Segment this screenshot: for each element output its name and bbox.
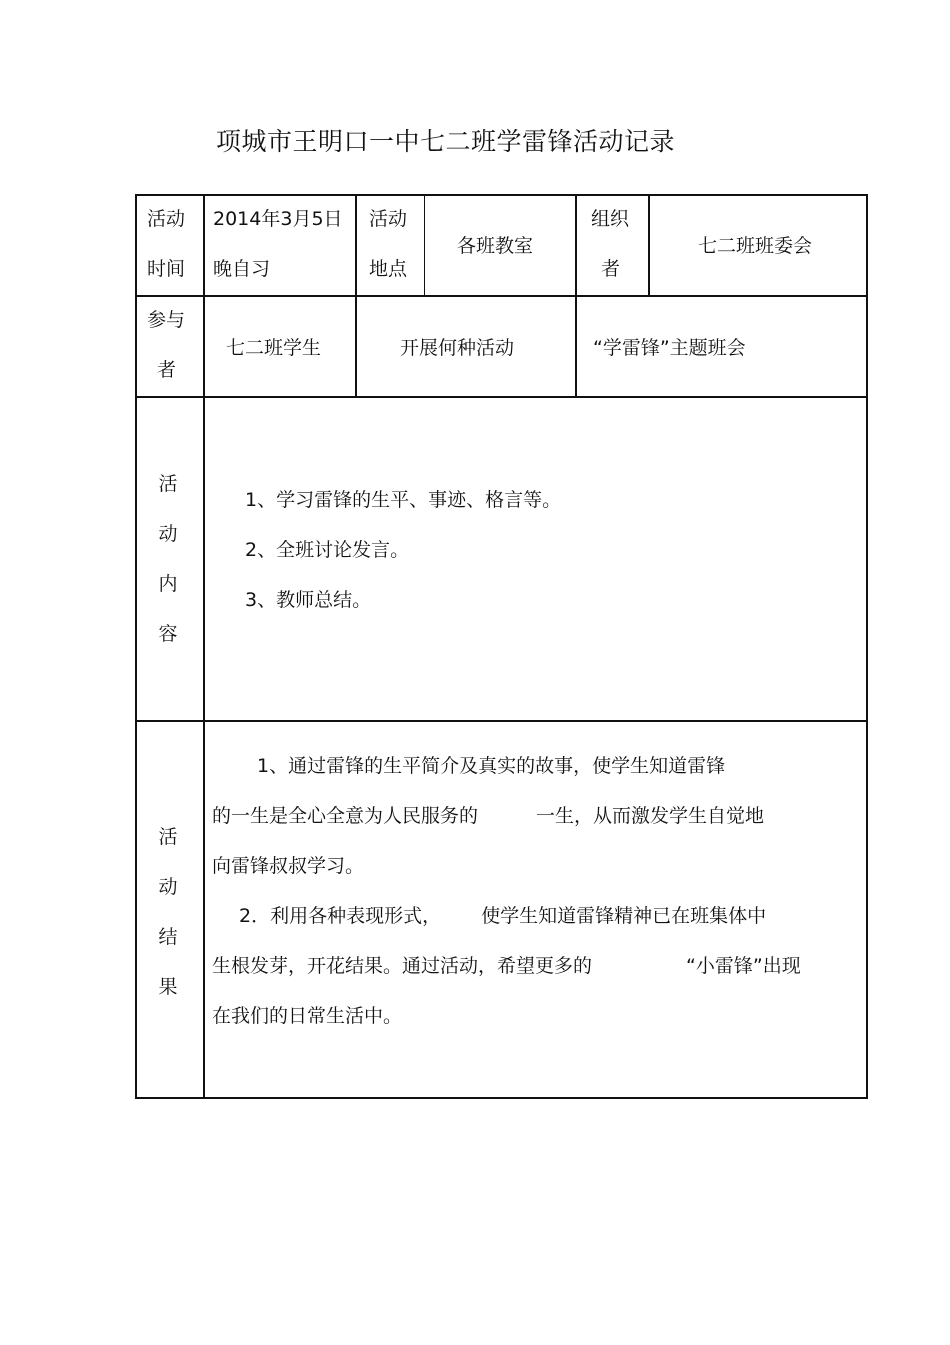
table-border-left: [135, 194, 137, 1099]
content-label: 活 动 内 容: [158, 473, 178, 645]
result-line-1: 1、通过雷锋的生平简介及真实的故事，使学生知道雷锋: [257, 755, 726, 777]
result-label: 活 动 结 果: [158, 826, 178, 998]
result-line-4: 2．利用各种表现形式， 使学生知道雷锋精神已在班集体中: [239, 905, 767, 927]
content-item-1: 1、学习雷锋的生平、事迹、格言等。: [245, 489, 562, 511]
row-divider-2: [135, 396, 868, 398]
participants-label: 参与 者: [147, 309, 186, 381]
record-table: [135, 194, 868, 1099]
row1-divider-a: [355, 194, 357, 398]
organizer-label: 组织 者: [591, 208, 630, 280]
result-line-6: 在我们的日常生活中。: [212, 1005, 403, 1027]
activity-label: 开展何种活动: [400, 337, 515, 359]
time-label: 活动 时间: [147, 208, 186, 280]
time-value: 2014年3月5日 晚自习: [213, 208, 343, 280]
row1-divider-c: [575, 194, 577, 398]
row-divider-3: [135, 720, 868, 722]
table-border-right: [866, 194, 868, 1099]
place-value: 各班教室: [457, 235, 534, 257]
result-line-5: 生根发芽，开花结果。通过活动，希望更多的 “小雷锋”出现: [212, 955, 801, 977]
activity-value: “学雷锋”主题班会: [593, 337, 746, 359]
label-column-divider: [203, 194, 205, 1099]
participants-value: 七二班学生: [226, 337, 322, 359]
organizer-value: 七二班班委会: [698, 235, 813, 257]
place-label: 活动 地点: [369, 208, 408, 280]
row-divider-1: [135, 295, 868, 297]
table-border-bottom: [135, 1097, 868, 1099]
result-line-3: 向雷锋叔叔学习。: [212, 855, 365, 877]
page-title: 项城市王明口一中七二班学雷锋活动记录: [216, 127, 676, 156]
row1-divider-b: [424, 194, 425, 296]
content-item-3: 3、教师总结。: [245, 589, 372, 611]
content-item-2: 2、全班讨论发言。: [245, 539, 410, 561]
result-line-2: 的一生是全心全意为人民服务的 一生，从而激发学生自觉地: [212, 805, 765, 827]
row1-divider-d: [648, 194, 650, 296]
